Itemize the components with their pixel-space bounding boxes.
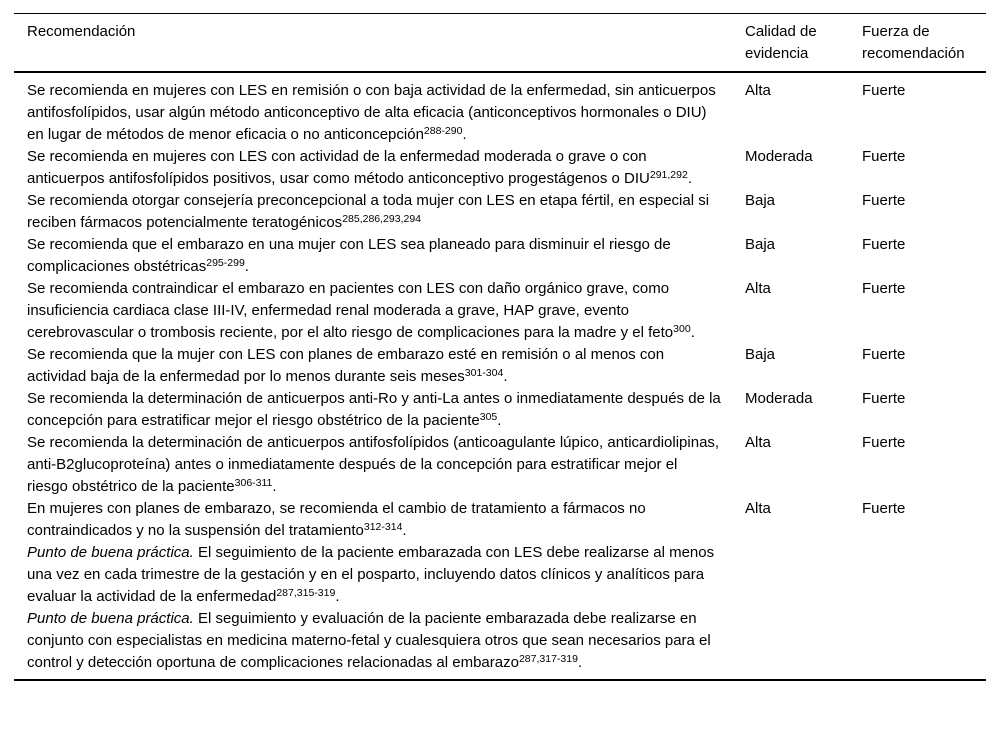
- column-header-fuerza-de-recomendacion: Fuerza de recomendación: [862, 23, 965, 62]
- strength-cell: [862, 608, 986, 680]
- reference-superscript: 287,315-319: [276, 586, 336, 599]
- reference-superscript: 312-314: [363, 520, 403, 533]
- recommendation-cell: [14, 542, 745, 608]
- recommendation-cell: [14, 432, 745, 498]
- reference-superscript: 305: [479, 410, 498, 423]
- strength-cell: Fuerte: [862, 148, 906, 165]
- column-header-calidad-de-evidencia: Calidad de evidencia: [745, 23, 817, 62]
- recommendation-text: En mujeres con planes de embarazo, se recomienda el cambio de tratamiento a fármacos no contraindicados y no la suspensión del tratamiento: [27, 500, 646, 539]
- recommendation-text: Punto de buena práctica.: [27, 544, 194, 561]
- recommendation-text: Se recomienda que la mujer con LES con planes de embarazo esté en remisión o al menos con actividad baja de la enfermedad por lo menos durante seis meses: [27, 346, 665, 385]
- strength-cell: Fuerte: [862, 236, 906, 253]
- evidence-cell: Moderada: [745, 390, 813, 407]
- reference-superscript: 291,292: [649, 168, 688, 181]
- recommendation-text: .: [462, 126, 467, 143]
- recommendation-cell: [14, 388, 745, 432]
- reference-superscript: 287,317-319: [518, 652, 578, 665]
- reference-superscript: 300: [673, 322, 691, 335]
- recommendation-text: .: [497, 412, 502, 429]
- evidence-cell: Baja: [745, 236, 776, 253]
- reference-superscript: 301-304: [464, 366, 504, 379]
- recommendation-text: Se recomienda en mujeres con LES en remisión o con baja actividad de la enfermedad, sin anticuerpos antifosfolípidos, usar algún método anticonceptivo de alta eficacia (anticonceptivos hormonales o DIU) en lugar de métodos de menor eficacia o no anticoncepción: [27, 82, 716, 143]
- recommendation-text: .: [272, 478, 277, 495]
- table-row: [14, 72, 986, 146]
- table-row: [14, 146, 986, 190]
- evidence-cell: Baja: [745, 192, 776, 209]
- strength-cell: Fuerte: [862, 390, 906, 407]
- column-header-recomendacion: Recomendación: [27, 23, 136, 40]
- evidence-cell: Alta: [745, 500, 771, 517]
- header-row: [14, 14, 986, 73]
- recommendation-text: Se recomienda que el embarazo en una mujer con LES sea planeado para disminuir el riesgo de complicaciones obstétricas: [27, 236, 671, 275]
- evidence-cell: Alta: [745, 280, 771, 297]
- recommendation-text: Punto de buena práctica.: [27, 610, 194, 627]
- recommendation-text: Se recomienda otorgar consejería preconcepcional a toda mujer con LES en etapa fértil, en especial si reciben fármacos potencialmente teratogénicos: [27, 192, 710, 231]
- evidence-cell: Alta: [745, 434, 771, 451]
- table-header: [14, 14, 986, 73]
- recommendation-cell: [14, 146, 745, 190]
- table-row: [14, 278, 986, 344]
- recommendation-text: Se recomienda la determinación de anticuerpos anti-Ro y anti-La antes o inmediatamente después de la concepción para estratificar mejor el riesgo obstétrico de la paciente: [27, 390, 721, 429]
- reference-superscript: 285,286,293,294: [342, 212, 422, 225]
- recommendation-text: .: [577, 654, 583, 671]
- table-row: [14, 388, 986, 432]
- recommendation-cell: [14, 190, 745, 234]
- recommendation-cell: [14, 498, 745, 542]
- recommendation-text: .: [335, 588, 340, 605]
- recommendation-text: .: [503, 368, 508, 385]
- strength-cell: [862, 542, 986, 608]
- recommendation-cell: [14, 234, 745, 278]
- table-row: [14, 498, 986, 542]
- table-row: [14, 234, 986, 278]
- table-row: [14, 608, 986, 680]
- recommendation-text: Se recomienda contraindicar el embarazo en pacientes con LES con daño orgánico grave, como insuficiencia cardiaca clase III-IV, enfermedad renal moderada a grave, HAP grave, evento cerebrovascular o trombosis reciente, por el alto riesgo de complicaciones para la madre y el feto: [27, 280, 674, 341]
- reference-superscript: 306-311: [234, 476, 273, 489]
- recommendation-text: Se recomienda la determinación de anticuerpos antifosfolípidos (anticoagulante lúpico, anticardiolipinas, anti-B2glucoproteína) antes o inmediatamente después de la concepción para estratificar mejor el riesgo obstétrico de la paciente: [27, 434, 720, 495]
- evidence-cell: [745, 608, 862, 680]
- reference-superscript: 295-299: [206, 256, 245, 269]
- recommendation-text: .: [244, 258, 249, 275]
- evidence-cell: Moderada: [745, 148, 813, 165]
- strength-cell: Fuerte: [862, 192, 906, 209]
- strength-cell: Fuerte: [862, 82, 906, 99]
- evidence-cell: [745, 542, 862, 608]
- strength-cell: Fuerte: [862, 346, 906, 363]
- reference-superscript: 288-290: [423, 124, 463, 137]
- recommendation-text: .: [687, 170, 692, 187]
- recommendation-text: El seguimiento y evaluación de la paciente embarazada debe realizarse en conjunto con especialistas en medicina materno-fetal y cualesquiera otros que sean necesarios para el control y detección oportuna de complicaciones relacionadas al embarazo: [27, 610, 711, 671]
- recommendation-cell: [14, 344, 745, 388]
- recommendation-text: .: [402, 522, 407, 539]
- recommendation-cell: [14, 608, 745, 680]
- recommendation-text: .: [690, 324, 695, 341]
- recommendations-table: [14, 13, 986, 681]
- strength-cell: Fuerte: [862, 280, 906, 297]
- recommendation-cell: [14, 72, 745, 146]
- recommendation-text: El seguimiento de la paciente embarazada con LES debe realizarse al menos una vez en cada trimestre de la gestación y en el posparto, incluyendo datos clínicos y analíticos para evaluar la actividad de la enfermedad: [27, 544, 715, 605]
- table-row: [14, 432, 986, 498]
- table-body: [14, 72, 986, 680]
- strength-cell: Fuerte: [862, 434, 906, 451]
- evidence-cell: Baja: [745, 346, 776, 363]
- recommendation-cell: [14, 278, 745, 344]
- table-row: [14, 190, 986, 234]
- recommendation-text: Se recomienda en mujeres con LES con actividad de la enfermedad moderada o grave o con anticuerpos antifosfolípidos positivos, usar como método anticonceptivo progestágenos o DIU: [27, 148, 650, 187]
- table-row: [14, 542, 986, 608]
- evidence-cell: Alta: [745, 82, 771, 99]
- table-row: [14, 344, 986, 388]
- strength-cell: Fuerte: [862, 500, 906, 517]
